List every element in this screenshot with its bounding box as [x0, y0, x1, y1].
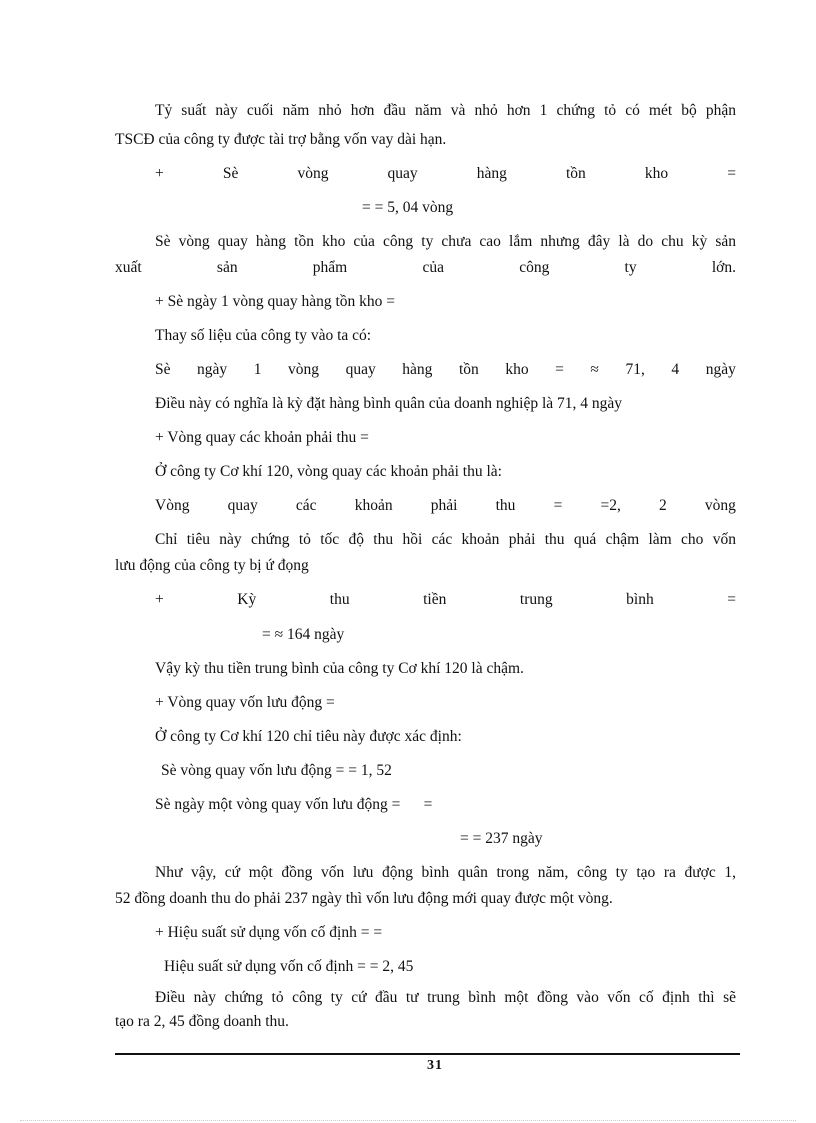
formula-line	[115, 360, 736, 380]
formula-result: = ≈ 164 ngày	[262, 626, 345, 643]
word: =	[727, 591, 736, 608]
word: quay	[387, 165, 418, 182]
word: các	[295, 497, 317, 514]
word: vòng	[704, 497, 736, 514]
page-number: 31	[427, 1058, 443, 1073]
word: =2,	[600, 497, 621, 514]
paragraph-line: tạo ra 2, 45 đồng doanh thu.	[115, 1013, 289, 1030]
word: +	[155, 591, 164, 608]
paragraph-line	[115, 258, 736, 278]
word: quay	[345, 361, 376, 378]
word: 2	[659, 497, 667, 514]
word: bình	[626, 591, 654, 608]
formula-result: = = 237 ngày	[460, 830, 543, 847]
word: +	[155, 165, 164, 182]
word: kho	[505, 361, 529, 378]
word: vòng	[288, 361, 320, 378]
word: tồn	[566, 165, 586, 182]
paragraph-line: + Vòng quay vốn lưu động =	[155, 694, 335, 711]
paragraph-line: Điều này chứng tỏ công ty cứ đầu tư trung bình một đồng vào vốn cố định thì sẽ	[155, 989, 736, 1006]
paragraph-line: lưu động của công ty bị ứ đọng	[115, 557, 309, 574]
word: xuất	[115, 259, 142, 276]
word: phải	[430, 497, 458, 514]
word: phẩm	[312, 259, 348, 276]
word: sản	[216, 259, 238, 276]
word: =	[555, 361, 564, 378]
formula-line	[115, 496, 736, 516]
word: thu	[329, 591, 350, 608]
word: ngày	[197, 361, 228, 378]
word: ngày	[705, 361, 736, 378]
word: =	[553, 497, 563, 514]
paragraph-line: Điều này có nghĩa là kỳ đặt hàng bình quân của doanh nghiệp là 71, 4 ngày	[155, 395, 623, 412]
word: vòng	[297, 165, 329, 182]
word: Sè	[155, 361, 171, 378]
word: tồn	[458, 361, 479, 378]
paragraph-line: Như vậy, cứ một đồng vốn lưu động bình quân trong năm, công ty tạo ra được 1,	[155, 864, 736, 881]
paragraph-line: Chỉ tiêu này chứng tỏ tốc độ thu hồi các khoản phải thu quá chậm làm cho vốn	[155, 531, 736, 548]
word: Vòng	[155, 497, 190, 514]
paragraph-line: Ở công ty Cơ khí 120 chỉ tiêu này được xác định:	[155, 728, 462, 745]
word: Kỳ	[237, 591, 257, 608]
footer-divider	[115, 1053, 740, 1055]
word: Sè	[222, 165, 239, 182]
formula-line	[115, 164, 736, 184]
word: =	[727, 165, 736, 182]
paragraph-line: Thay số liệu của công ty vào ta có:	[155, 327, 372, 344]
word: hàng	[402, 361, 433, 378]
formula-line: Hiệu suất sử dụng vốn cố định = = 2, 45	[164, 958, 414, 975]
formula-result: = = 5, 04 vòng	[362, 199, 454, 216]
word: của	[422, 259, 444, 276]
word: thu	[495, 497, 516, 514]
paragraph-line: Ở công ty Cơ khí 120, vòng quay các khoản phải thu là:	[155, 463, 502, 480]
word: quay	[227, 497, 258, 514]
word: 1	[253, 361, 262, 378]
word: công	[519, 259, 550, 276]
page-edge-dotted-line	[20, 1120, 796, 1121]
word: tiền	[423, 591, 447, 608]
formula-line: Sè ngày một vòng quay vốn lưu động = =	[155, 796, 433, 813]
word: 4	[671, 361, 680, 378]
paragraph-line: + Hiệu suất sử dụng vốn cố định = =	[155, 924, 383, 941]
formula-line: Sè vòng quay vốn lưu động = = 1, 52	[161, 762, 392, 779]
paragraph-line: Vậy kỳ thu tiền trung bình của công ty Cơ khí 120 là chậm.	[155, 660, 524, 677]
word: hàng	[476, 165, 507, 182]
word: 71,	[625, 361, 645, 378]
paragraph-line: Tỷ suất này cuối năm nhỏ hơn đầu năm và nhỏ hơn 1 chứng tỏ có mét bộ phận	[155, 102, 736, 119]
word: ty	[624, 259, 637, 276]
paragraph-line: 52 đồng doanh thu do phải 237 ngày thì vốn lưu động mới quay được một vòng.	[115, 890, 613, 907]
paragraph-line: + Sè ngày 1 vòng quay hàng tồn kho =	[155, 293, 396, 310]
paragraph-line: Sè vòng quay hàng tồn kho của công ty chưa cao lắm nhưng đây là do chu kỳ sản	[155, 233, 736, 250]
word: khoản	[354, 497, 393, 514]
paragraph-line: + Vòng quay các khoản phải thu =	[155, 429, 369, 446]
formula-line	[115, 590, 736, 610]
word: ≈	[590, 361, 599, 378]
word: lớn.	[711, 259, 736, 276]
paragraph-line: TSCĐ của công ty được tài trợ bằng vốn vay dài hạn.	[115, 131, 447, 148]
word: trung	[519, 591, 553, 608]
word: kho	[644, 165, 669, 182]
